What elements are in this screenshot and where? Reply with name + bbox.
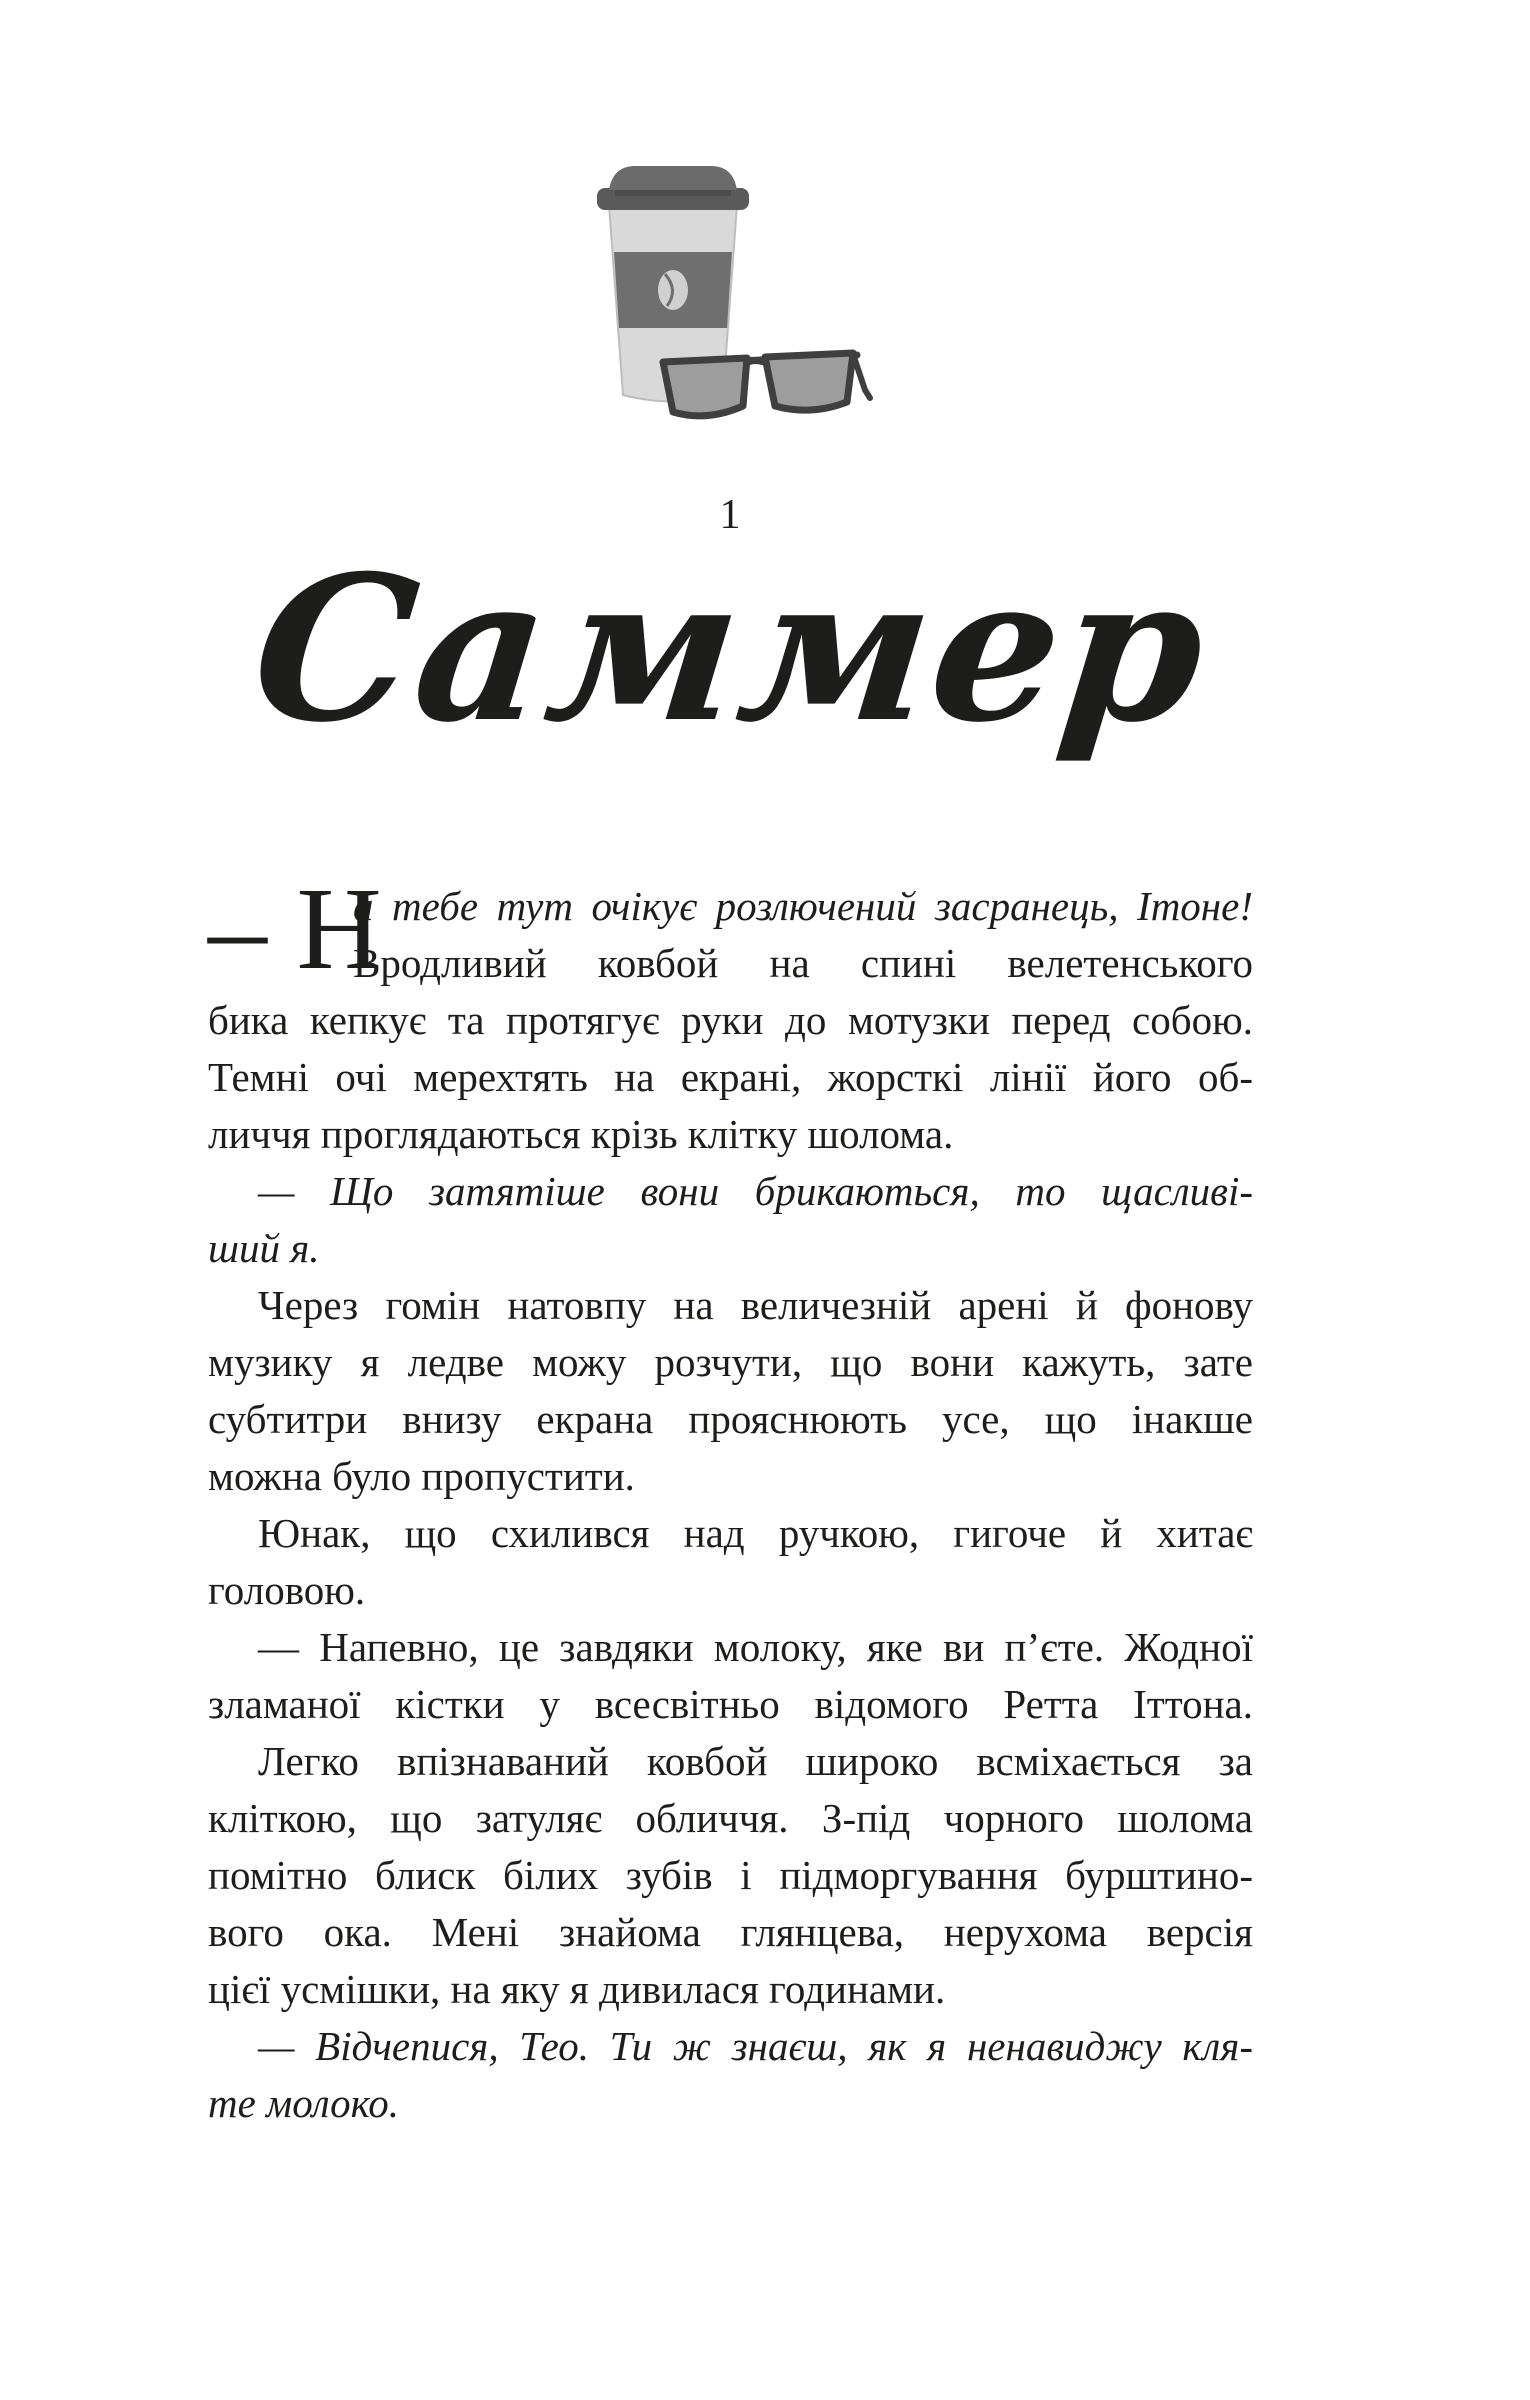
- chapter-text: [208, 863, 1253, 2132]
- text-line: головою.: [208, 1567, 366, 1613]
- text-line: субтитри внизу екрана прояснюють усе, що інакше: [208, 1396, 1253, 1442]
- text-line: помітно блиск білих зубів і підморгування бурштино-: [208, 1852, 1253, 1898]
- text-line: музику я ледве можу розчути, що вони кажуть, зате: [208, 1339, 1253, 1385]
- chapter-title: Саммер: [243, 532, 1217, 767]
- text-line: — Напевно, це завдяки молоку, яке ви п’єте. Жодної: [258, 1624, 1253, 1670]
- opening-paragraph: [208, 863, 1253, 994]
- text-line: — Відчепися, Тео. Ти ж знаєш, як я ненавиджу кля-: [258, 2023, 1253, 2069]
- text-line: те молоко.: [208, 2080, 399, 2126]
- drop-cap: – Н: [208, 863, 382, 994]
- chapter-number: 1: [719, 492, 741, 538]
- text-line: можна було пропустити.: [208, 1453, 635, 1499]
- text-line: Легко впізнаваний ковбой широко всміхається за: [258, 1738, 1253, 1784]
- text-line: бика кепкує та протягує руки до мотузки перед собою.: [208, 997, 1253, 1043]
- text-line: — Що затятіше вони брикаються, то щасливі-: [258, 1168, 1253, 1214]
- text-line: вого ока. Мені знайома глянцева, нерухома версія: [208, 1909, 1253, 1955]
- text-line: кліткою, що затуляє обличчя. З-під чорного шолома: [208, 1795, 1253, 1841]
- text-line: Юнак, що схилився над ручкою, гигоче й хитає: [258, 1510, 1253, 1556]
- text-line: Через гомін натовпу на величезній арені й фонову: [258, 1282, 1253, 1328]
- text-line: личчя проглядаються крізь клітку шолома.: [208, 1111, 954, 1157]
- text-line: ший я.: [208, 1225, 320, 1271]
- chapter-illustration: [595, 150, 895, 440]
- text-line: а тебе тут очікує розлючений засранець, Ітоне!: [353, 883, 1253, 929]
- sunglasses-icon: [663, 353, 870, 416]
- text-line: зламаної кістки у всесвітньо відомого Ретта Іттона.: [208, 1681, 1253, 1727]
- coffee-bean-icon: [658, 270, 688, 310]
- text-line: Темні очі мерехтять на екрані, жорсткі лінії його об-: [208, 1054, 1253, 1100]
- text-line: цієї усмішки, на яку я дивилася годинами.: [208, 1966, 946, 2012]
- text-line: Вродливий ковбой на спині велетенського: [353, 940, 1253, 986]
